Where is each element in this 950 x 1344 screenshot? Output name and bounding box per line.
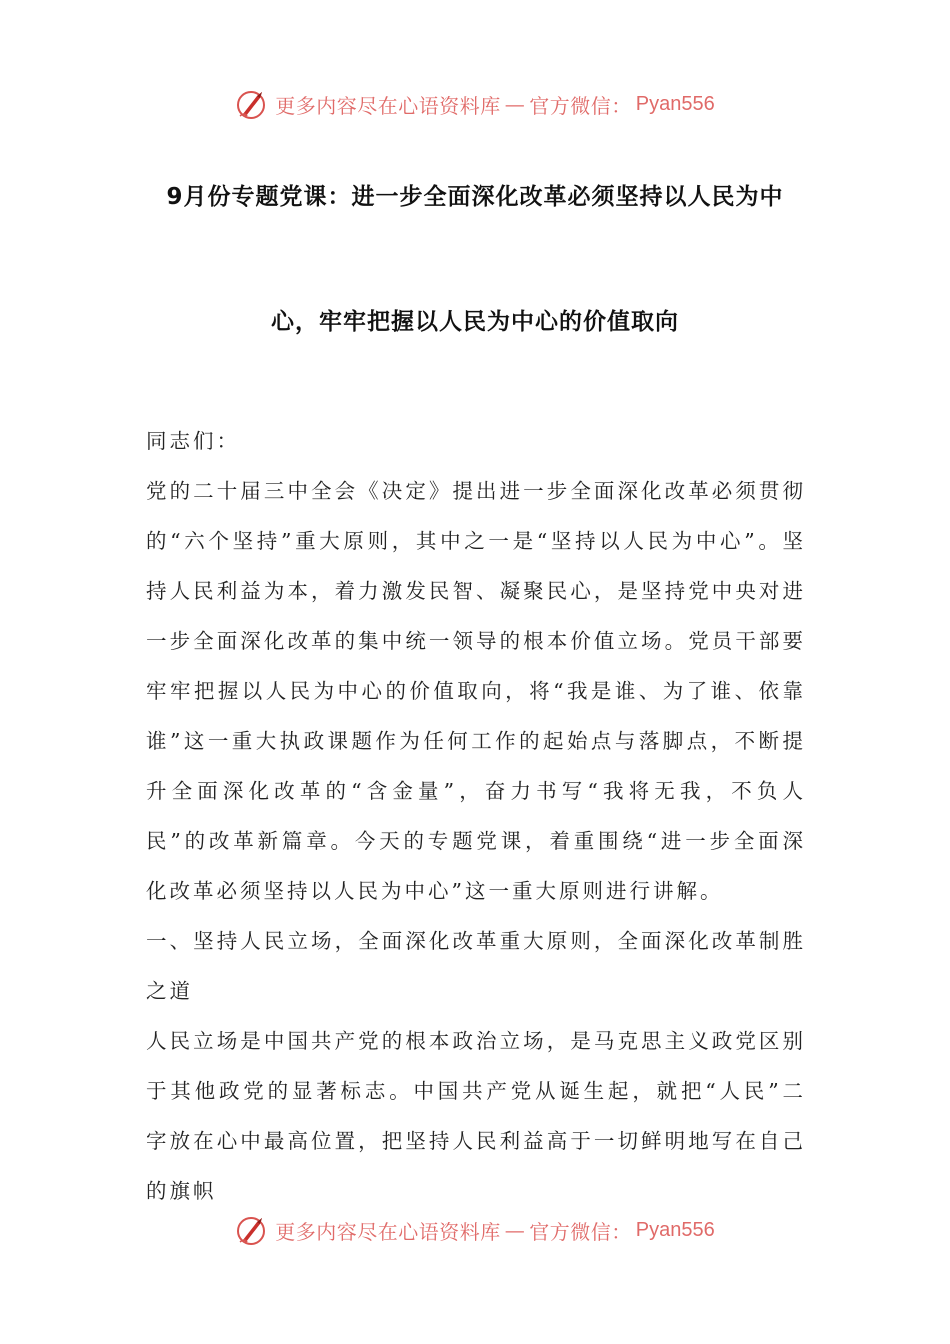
- salutation: 同志们：: [146, 429, 240, 453]
- pen-nib-logo-icon: [235, 86, 271, 122]
- banner-wechat-label: 官方微信：: [529, 1219, 632, 1244]
- banner-wechat-label: 官方微信：: [529, 93, 632, 118]
- banner-wechat-id: Pyan556: [635, 92, 715, 115]
- document-body: [146, 416, 806, 1216]
- banner-separator: —: [504, 92, 526, 116]
- pen-nib-logo-icon: [235, 1212, 271, 1248]
- banner-promo-text: 更多内容尽在心语资料库: [275, 93, 501, 118]
- footer-banner: [0, 1208, 950, 1252]
- paragraph: 党的二十届三中全会《决定》提出进一步全面深化改革必须贯彻的“六个坚持”重大原则，其中之一是“坚持以人民为中心”。坚持人民利益为本，着力激发民智、凝聚民心，是坚持党中央对进一步全面深化改革的集中统一领导的根本价值立场。党员干部要牢牢把握以人民为中心的价值取向，将“我是谁、为了谁、依靠谁”这一重大执政课题作为任何工作的起始点与落脚点，不断提升全面深化改革的“含金量”，奋力书写“我将无我，不负人民”的改革新篇章。今天的专题党课，着重围绕“进一步全面深化改革必须坚持以人民为中心”这一重大原则进行讲解。: [146, 479, 806, 903]
- banner-separator: —: [504, 1218, 526, 1242]
- banner-wechat-id: Pyan556: [635, 1218, 715, 1241]
- document-title-line-1: 9月份专题党课：进一步全面深化改革必须坚持以人民为中: [166, 184, 784, 210]
- paragraph: 人民立场是中国共产党的根本政治立场，是马克思主义政党区别于其他政党的显著标志。中国共产党从诞生起，就把“人民”二字放在心中最高位置，把坚持人民利益高于一切鲜明地写在自己的旗帜: [146, 1029, 806, 1203]
- section-heading: 一、坚持人民立场，全面深化改革重大原则，全面深化改革制胜之道: [146, 929, 806, 1003]
- document-title-line-2: 心，牢牢把握以人民为中心的价值取向: [271, 309, 679, 335]
- header-banner: [0, 82, 950, 126]
- banner-promo-text: 更多内容尽在心语资料库: [275, 1219, 501, 1244]
